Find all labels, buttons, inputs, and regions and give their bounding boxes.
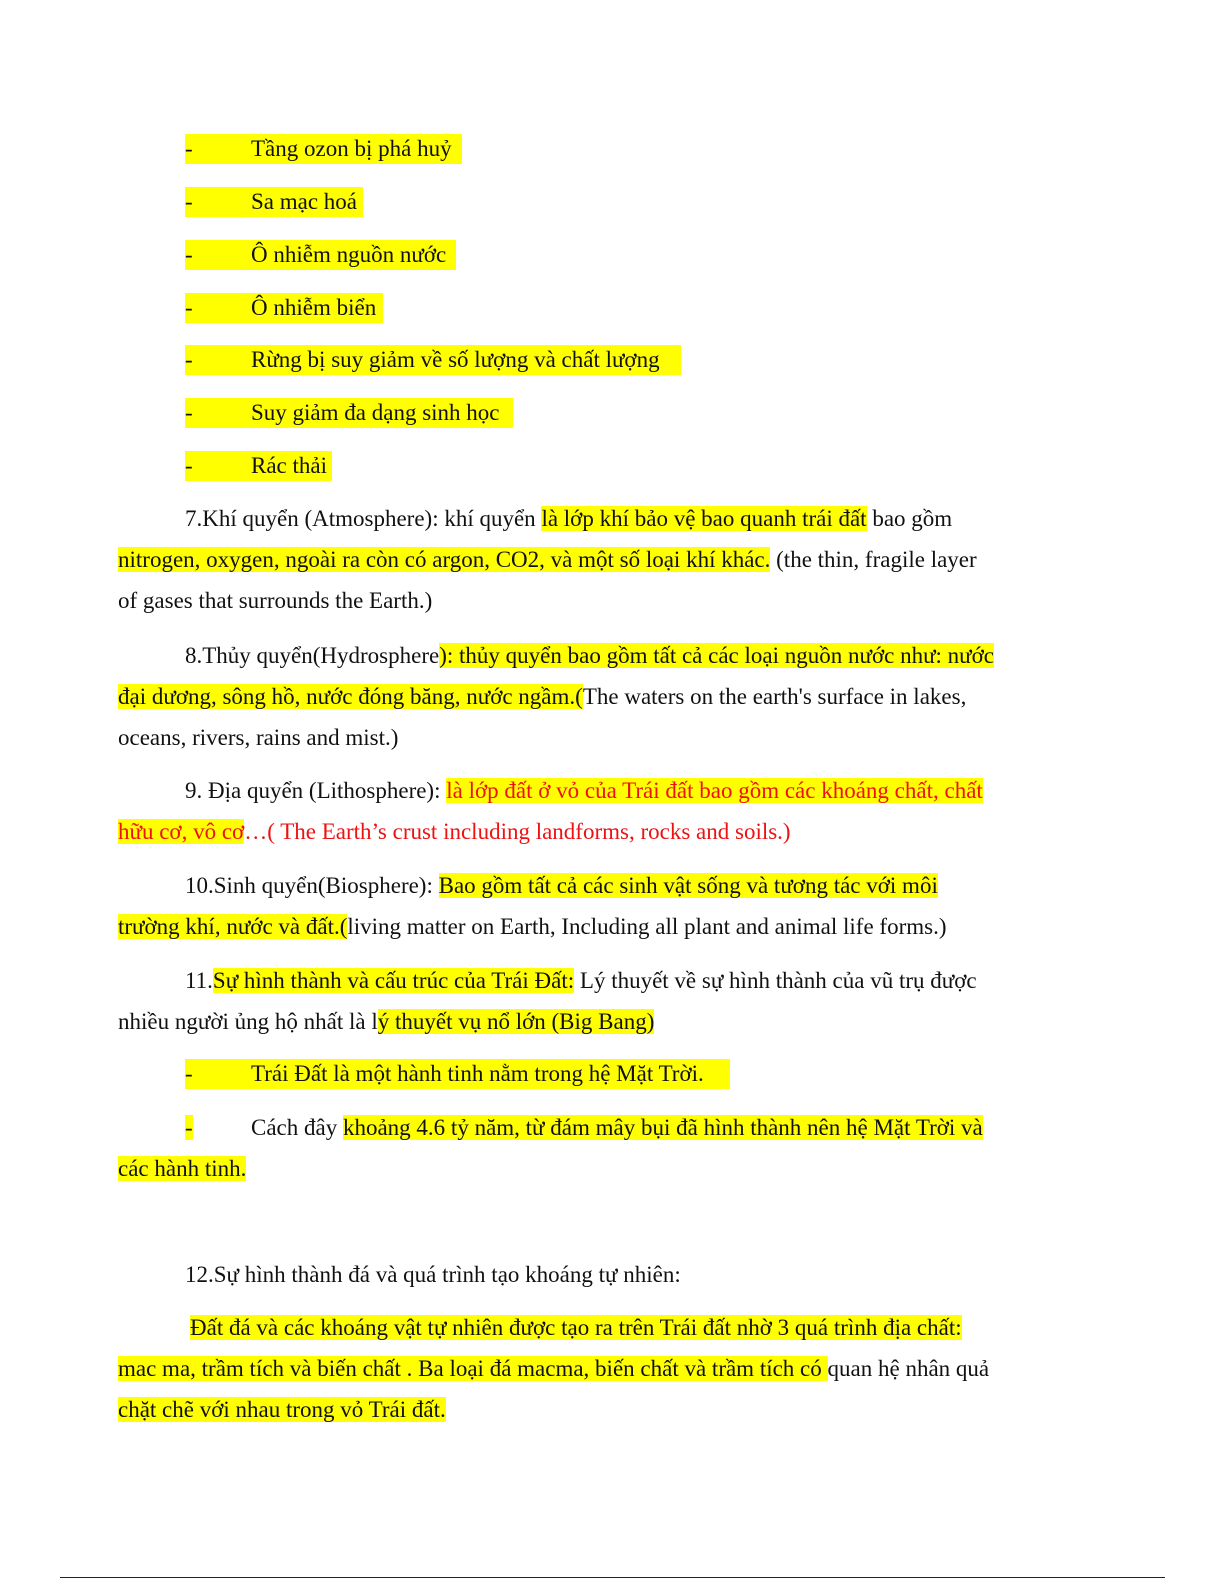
highlight-run: khoảng 4.6 tỷ năm, từ đám mây bụi đã hình thành nên hệ Mặt Trời và bbox=[342, 1115, 983, 1140]
highlight-run: các hành tinh. bbox=[118, 1156, 247, 1181]
text-run: of gases that surrounds the Earth.) bbox=[118, 588, 433, 613]
bullet-text: Sa mạc hoá bbox=[251, 189, 358, 214]
text-run: The waters on the earth's surface in lakes, bbox=[582, 684, 967, 709]
highlight-run: ý thuyết vụ nổ lớn (Big Bang) bbox=[377, 1009, 655, 1034]
paragraph-atmosphere bbox=[118, 498, 1043, 621]
bullet-text: Rác thải bbox=[251, 453, 327, 478]
text-run: 8.Thủy quyển(Hydrosphere bbox=[185, 643, 440, 668]
bullet-desertification bbox=[185, 187, 363, 217]
highlight-run: chặt chẽ với nhau trong vỏ Trái đất. bbox=[118, 1397, 446, 1422]
bullet-dash: - bbox=[185, 295, 193, 320]
highlight-run: ): thủy quyển bao gồm tất cả các loại nguồn nước như: nước bbox=[439, 643, 995, 668]
bullet-dash: - bbox=[185, 453, 193, 478]
highlight-run: Sự hình thành và cấu trúc của Trái Đất: bbox=[212, 968, 575, 993]
bullet-earth-age-continuation bbox=[118, 1148, 1043, 1189]
highlight-run: đại dương, sông hồ, nước đóng băng, nước ngầm.( bbox=[118, 684, 583, 709]
text-run: oceans, rivers, rains and mist.) bbox=[118, 725, 399, 750]
paragraph-biosphere bbox=[118, 865, 1043, 947]
text-run: Cách đây bbox=[251, 1115, 343, 1140]
bullet-text: Tầng ozon bị phá huỷ bbox=[251, 136, 452, 161]
bullet-dash: - bbox=[185, 400, 193, 425]
highlight-run: là lớp khí bảo vệ bao quanh trái đất bbox=[541, 506, 867, 531]
highlight-run: hữu cơ, vô cơ bbox=[118, 819, 245, 844]
text-run: bao gồm bbox=[866, 506, 953, 531]
bullet-earth-age bbox=[185, 1113, 1025, 1143]
highlight-run: nitrogen, oxygen, ngoài ra còn có argon, CO2, và một số loại khí khác. bbox=[118, 547, 771, 572]
bullet-biodiversity bbox=[185, 398, 513, 428]
text-run: nhiều người ủng hộ nhất là l bbox=[118, 1009, 378, 1034]
bullet-sea-pollution bbox=[185, 293, 383, 323]
text-run: living matter on Earth, Including all plant and animal life forms.) bbox=[347, 914, 947, 939]
bullet-text: Ô nhiễm nguồn nước bbox=[251, 242, 447, 267]
highlight-run: là lớp đất ở vỏ của Trái đất bao gồm các khoáng chất, chất bbox=[446, 778, 983, 803]
bullet-text: Rừng bị suy giảm về số lượng và chất lượng bbox=[251, 347, 660, 372]
highlight-run: mac ma, trầm tích và biến chất . Ba loại đá macma, biến chất và trầm tích có bbox=[118, 1356, 828, 1381]
text-run: 9. Địa quyển (Lithosphere): bbox=[185, 778, 447, 803]
text-run: …( The Earth’s crust including landforms, rocks and soils.) bbox=[244, 819, 791, 844]
highlight-run: Đất đá và các khoáng vật tự nhiên được tạo ra trên Trái đất nhờ 3 quá trình địa chất: bbox=[190, 1315, 962, 1340]
bullet-text: Ô nhiễm biển bbox=[251, 295, 377, 320]
section-heading: 12.Sự hình thành đá và quá trình tạo khoáng tự nhiên: bbox=[185, 1262, 681, 1287]
text-run: Lý thuyết về sự hình thành của vũ trụ được bbox=[574, 968, 977, 993]
bullet-dash: - bbox=[185, 242, 193, 267]
paragraph-earth-formation bbox=[118, 960, 1043, 1042]
text-run: (the thin, fragile layer bbox=[770, 547, 977, 572]
text-run: 11. bbox=[185, 968, 213, 993]
text-run: 7.Khí quyển (Atmosphere): khí quyển bbox=[185, 506, 542, 531]
text-run: quan hệ nhân quả bbox=[827, 1356, 990, 1381]
bullet-dash: - bbox=[185, 1115, 193, 1140]
bullet-text: Trái Đất là một hành tinh nằm trong hệ Mặt Trời. bbox=[251, 1061, 704, 1086]
highlight-run: Bao gồm tất cả các sinh vật sống và tương tác với môi bbox=[438, 873, 938, 898]
bullet-waste bbox=[185, 451, 332, 481]
bullet-earth-planet bbox=[185, 1059, 730, 1089]
highlight-run: trường khí, nước và đất.( bbox=[118, 914, 348, 939]
bullet-dash: - bbox=[185, 1061, 193, 1086]
bullet-water-pollution bbox=[185, 240, 456, 270]
paragraph-hydrosphere bbox=[118, 635, 1043, 758]
paragraph-rock-formation bbox=[118, 1307, 1043, 1430]
bullet-dash: - bbox=[185, 347, 193, 372]
text-run: 10.Sinh quyển(Biosphere): bbox=[185, 873, 439, 898]
paragraph-lithosphere bbox=[118, 770, 1043, 852]
paragraph-rock-formation-title bbox=[118, 1254, 1043, 1295]
bullet-ozone bbox=[185, 134, 462, 164]
bullet-text: Suy giảm đa dạng sinh học bbox=[251, 400, 500, 425]
bullet-forest bbox=[185, 345, 681, 375]
page-bottom-rule bbox=[60, 1577, 1165, 1578]
bullet-dash: - bbox=[185, 136, 193, 161]
bullet-dash: - bbox=[185, 189, 193, 214]
